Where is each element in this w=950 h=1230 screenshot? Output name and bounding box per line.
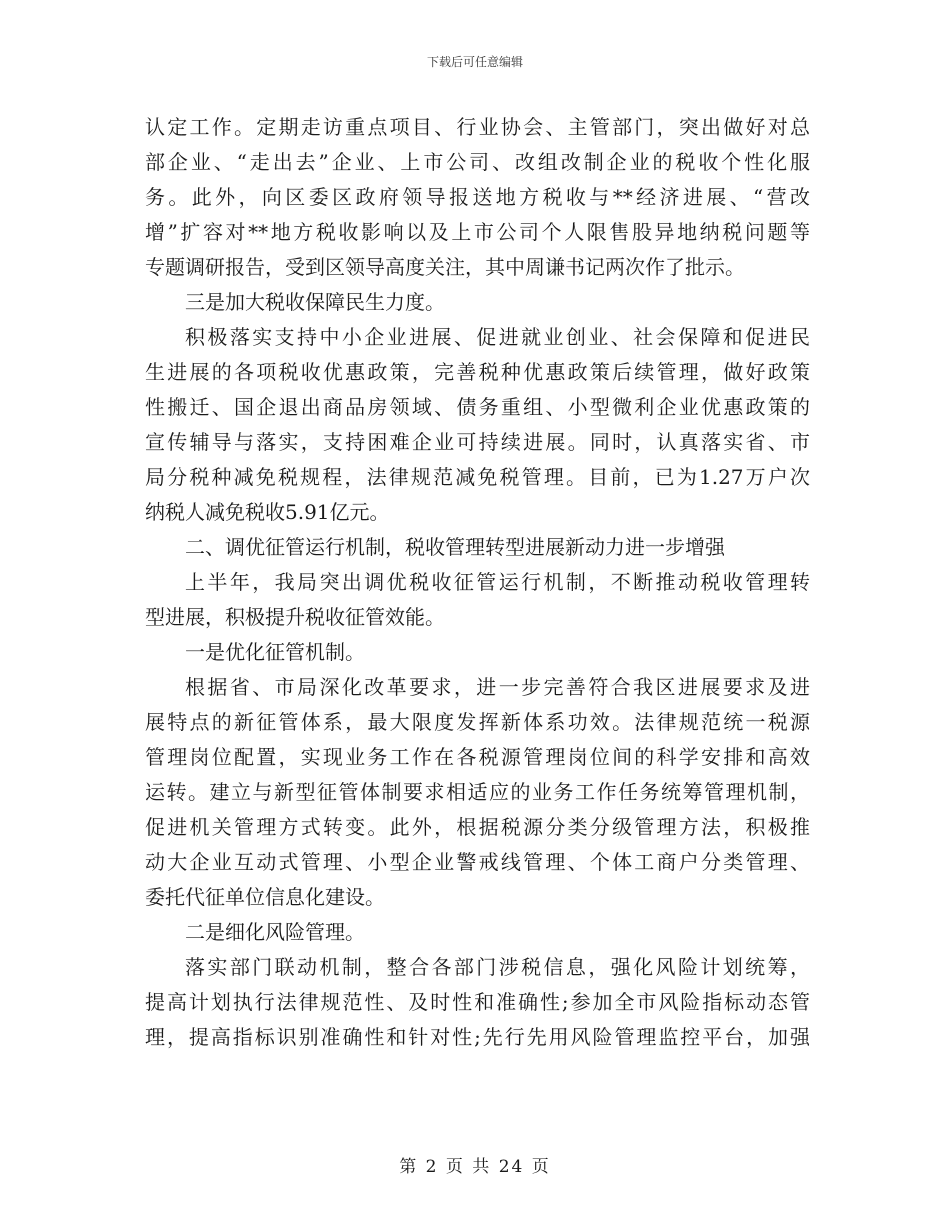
page-header: 下载后可任意编辑 <box>426 55 523 69</box>
text-line: 纳税人减免税收5.91亿元。 <box>145 500 390 524</box>
text-line: 性搬迁、国企退出商品房领域、债务重组、小型微利企业优惠政策的 <box>145 395 810 419</box>
text-line: 型进展，积极提升税收征管效能。 <box>145 605 445 629</box>
text-line: 局分税种减免税规程，法律规范减免税管理。目前，已为1.27万户次 <box>145 465 810 489</box>
text-line: 委托代征单位信息化建设。 <box>145 885 385 909</box>
text-line: 务。此外，向区委区政府领导报送地方税收与**经济进展、“营改 <box>145 185 810 209</box>
text-line: 宣传辅导与落实，支持困难企业可持续进展。同时，认真落实省、市 <box>145 430 810 454</box>
text-line: 增”扩容对**地方税收影响以及上市公司个人限售股异地纳税问题等 <box>145 220 810 244</box>
text-line: 专题调研报告，受到区领导高度关注，其中周谦书记两次作了批示。 <box>145 255 745 279</box>
text-line: 促进机关管理方式转变。此外，根据税源分类分级管理方法，积极推 <box>145 815 810 839</box>
text-line: 运转。建立与新型征管体制要求相适应的业务工作任务统筹管理机制， <box>145 780 810 804</box>
text-line: 部企业、“走出去”企业、上市公司、改组改制企业的税收个性化服 <box>145 150 810 174</box>
text-line: 理，提高指标识别准确性和针对性;先行先用风险管理监控平台，加强 <box>145 1025 810 1049</box>
text-line: 展特点的新征管体系，最大限度发挥新体系功效。法律规范统一税源 <box>145 710 810 734</box>
text-line: 认定工作。定期走访重点项目、行业协会、主管部门，突出做好对总 <box>145 115 810 139</box>
text-line: 动大企业互动式管理、小型企业警戒线管理、个体工商户分类管理、 <box>145 850 810 874</box>
document-body <box>145 110 810 1055</box>
text-line: 管理岗位配置，实现业务工作在各税源管理岗位间的科学安排和高效 <box>145 745 810 769</box>
text-line: 生进展的各项税收优惠政策，完善税种优惠政策后续管理，做好政策 <box>145 360 810 384</box>
text-line: 积极落实支持中小企业进展、促进就业创业、社会保障和促进民 <box>185 325 810 349</box>
text-line: 二是细化风险管理。 <box>185 920 365 944</box>
text-line: 二、调优征管运行机制，税收管理转型进展新动力进一步增强 <box>185 535 725 559</box>
text-line: 上半年，我局突出调优税收征管运行机制，不断推动税收管理转 <box>185 570 810 594</box>
text-line: 提高计划执行法律规范性、及时性和准确性;参加全市风险指标动态管 <box>145 990 810 1014</box>
text-line: 三是加大税收保障民生力度。 <box>185 290 445 314</box>
text-line: 一是优化征管机制。 <box>185 640 365 664</box>
page-footer: 第 2 页 共 24 页 <box>399 1157 551 1177</box>
text-line: 根据省、市局深化改革要求，进一步完善符合我区进展要求及进 <box>185 675 810 699</box>
text-line: 落实部门联动机制，整合各部门涉税信息，强化风险计划统筹， <box>185 955 810 979</box>
